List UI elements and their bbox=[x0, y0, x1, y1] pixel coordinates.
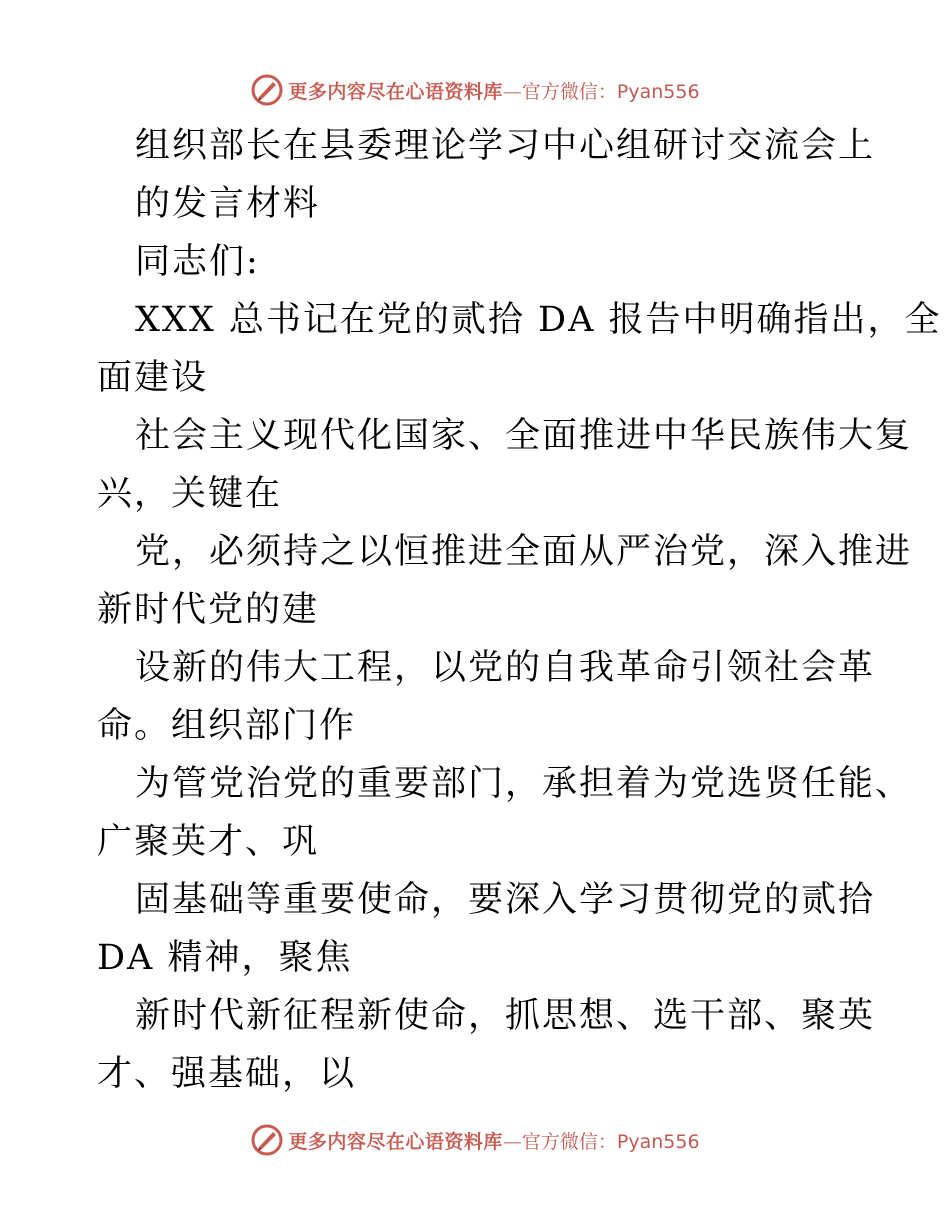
pen-seal-icon bbox=[250, 1123, 284, 1157]
watermark-wechat: 官方微信：Pyan556 bbox=[521, 80, 700, 103]
paragraph-line: 为管党治党的重要部门，承担着为党选贤任能、 bbox=[135, 764, 913, 804]
paragraph-line: 命。组织部门作 bbox=[97, 706, 357, 746]
paragraph-line: XXX 总书记在党的贰拾 DA 报告中明确指出，全 bbox=[135, 300, 942, 340]
paragraph-line: 新时代党的建 bbox=[97, 590, 320, 630]
paragraph-line: DA 精神，聚焦 bbox=[97, 938, 353, 978]
document-title-line-1: 组织部长在县委理论学习中心组研讨交流会上 bbox=[135, 126, 876, 166]
paragraph-line: 固基础等重要使命，要深入学习贯彻党的贰拾 bbox=[135, 880, 876, 920]
watermark-separator: — bbox=[502, 80, 522, 103]
paragraph-line: 党，必须持之以恒推进全面从严治党，深入推进 bbox=[135, 532, 913, 572]
paragraph-line: 设新的伟大工程，以党的自我革命引领社会革 bbox=[135, 648, 876, 688]
watermark-separator: — bbox=[502, 1130, 522, 1153]
document-title-line-2: 的发言材料 bbox=[135, 184, 321, 224]
paragraph-line: 广聚英才、巩 bbox=[97, 822, 320, 862]
paragraph-line: 面建设 bbox=[97, 358, 209, 398]
footer-watermark bbox=[0, 1122, 950, 1158]
watermark-brand: 更多内容尽在心语资料库 bbox=[288, 80, 503, 103]
watermark-brand: 更多内容尽在心语资料库 bbox=[288, 1130, 503, 1153]
paragraph-line: 新时代新征程新使命，抓思想、选干部、聚英 bbox=[135, 996, 876, 1036]
paragraph-line: 社会主义现代化国家、全面推进中华民族伟大复 bbox=[135, 416, 913, 456]
paragraph-line: 兴，关键在 bbox=[97, 474, 283, 514]
watermark-text bbox=[288, 1127, 699, 1154]
paragraph-line: 才、强基础，以 bbox=[97, 1054, 357, 1094]
watermark-wechat: 官方微信：Pyan556 bbox=[521, 1130, 700, 1153]
salutation: 同志们: bbox=[135, 242, 260, 282]
